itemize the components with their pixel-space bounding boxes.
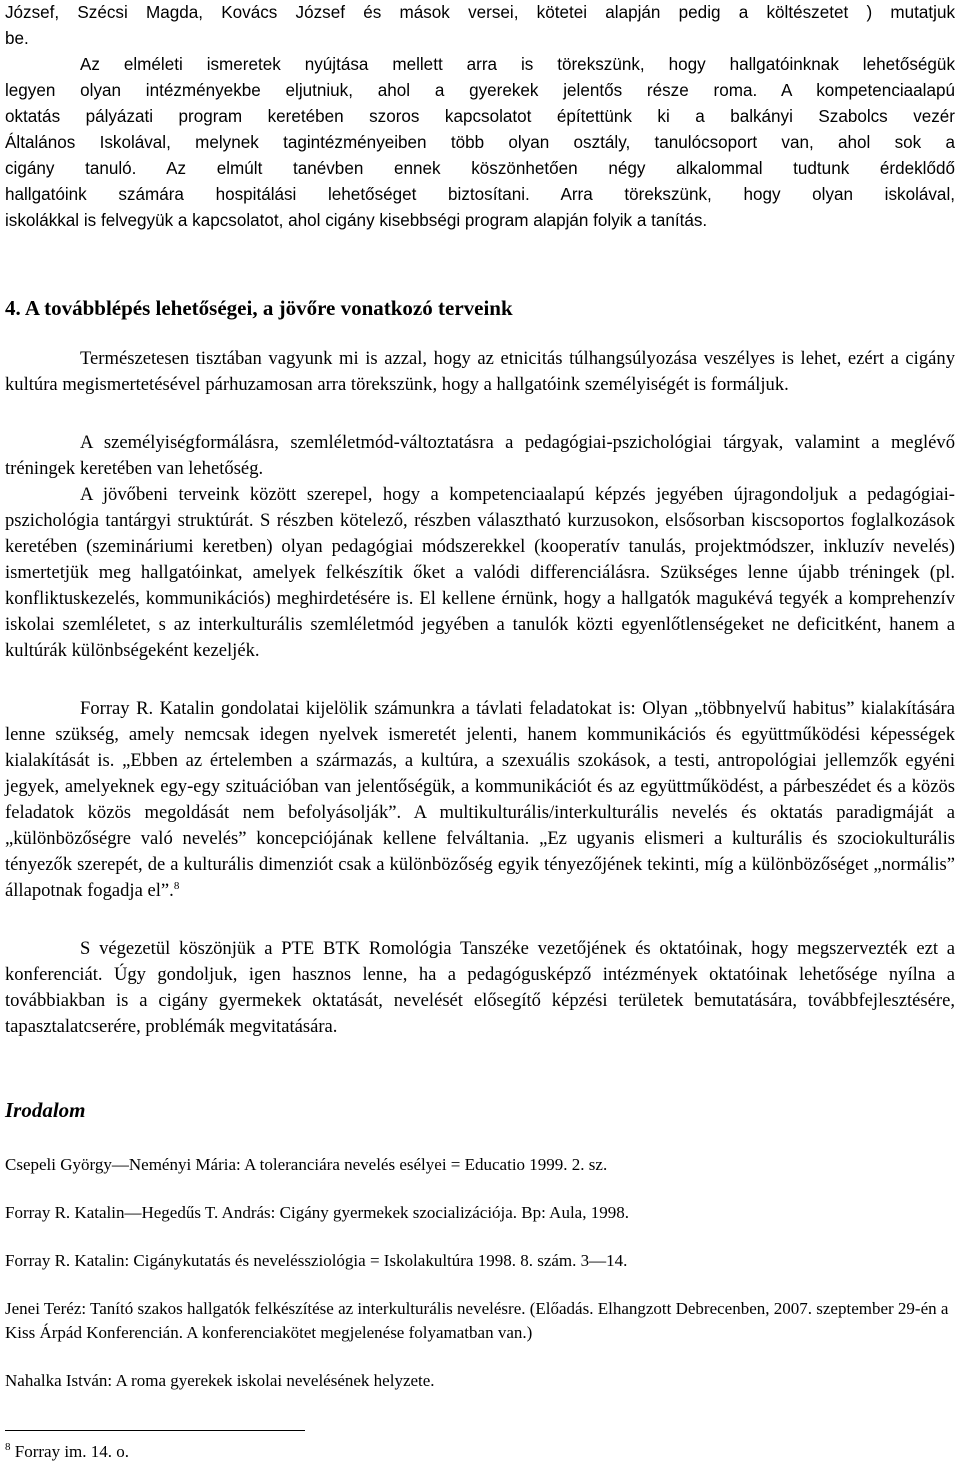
footnote-reference: 8	[173, 880, 180, 892]
intro-line: hallgatóink számára hospitálási lehetőséget biztosítani. Arra törekszünk, hogy olyan iskolával,	[5, 185, 955, 204]
footnote-text: Forray im. 14. o.	[14, 1442, 130, 1461]
bibliography-entry: Forray R. Katalin—Hegedűs T. András: Cigány gyermekek szocializációja. Bp: Aula, 1998.	[5, 1203, 629, 1222]
section-heading: 4. A továbblépés lehetőségei, a jövőre vonatkozó terveink	[5, 296, 513, 320]
intro-line: cigány tanuló. Az elmúlt tanévben ennek köszönhetően négy alkalommal tudtunk érdeklődő	[5, 159, 955, 178]
intro-line: Általános Iskolával, melynek tagintézményeiben több olyan osztály, tanulócsoport van, ahol sok a	[5, 133, 955, 152]
intro-line: oktatás pályázati program keretében szoros kapcsolatot építettünk ki a balkányi Szabolcs vezér	[5, 107, 955, 126]
intro-line: Az elméleti ismeretek nyújtása mellett arra is törekszünk, hogy hallgatóinknak lehetőségük	[80, 55, 955, 74]
intro-line: legyen olyan intézményekbe eljutniuk, ahol a gyerekek jelentős része roma. A kompetenciaalapú	[5, 81, 955, 100]
paragraph-3: A jövőbeni terveink között szerepel, hogy a kompetenciaalapú képzés jegyében újragondoljuk a pedagógiai-pszichológia tantárgyi struktúrát. S részben kötelező, részben választható kurzusokon, elsősorban kiscsoportos foglalkozások keretében (szemináriumi keretben) olyan pedagógiai módszerekkel (kooperatív tanulás, projektmódszer, inkluzív nevelés) ismertetjük meg hallgatóinkat, amelyek felkészítik őket a valódi differenciálásra. Szükséges lenne újabb tréningek (pl. konfliktuskezelés, kommunikációs) meghirdetésére is. El kellene érnünk, hogy a hallgatók magukévá tegyék a komprehenzív iskolai szemléletet, s az interkulturális szemléletmód jegyében a tanulók közti egyenlőtlenségeket ne deficitként, hanem a kultúrák különbségeként kezeljék.	[5, 484, 955, 661]
intro-paragraph	[5, 0, 955, 234]
footnote-separator	[5, 1430, 305, 1431]
paragraph-1: Természetesen tisztában vagyunk mi is azzal, hogy az etnicitás túlhangsúlyozása veszélyes is lehet, ezért a cigány kultúra megismertetésével párhuzamosan arra törekszünk, hogy a hallgatóink személyiségét is formáljuk.	[5, 348, 955, 395]
paragraph-5: S végezetül köszönjük a PTE BTK Romológia Tanszéke vezetőjének és oktatóinak, hogy megszervezték ezt a konferenciát. Úgy gondoljuk, igen hasznos lenne, ha a pedagógusképző intézmények oktatóinak lehetősége nyílna a továbbiakban is a cigány gyermekek oktatását, nevelését elősegítő képzési területek bemutatására, továbbfejlesztésére, tapasztalatcserére, problémák megvitatására.	[5, 938, 955, 1037]
intro-line: József, Szécsi Magda, Kovács József és mások versei, kötetei alapján pedig a költészetet ) mutatjuk	[5, 3, 955, 22]
paragraph-4	[5, 696, 955, 904]
bibliography-heading: Irodalom	[5, 1098, 86, 1122]
intro-line: iskolákkal is felvegyük a kapcsolatot, ahol cigány kisebbségi program alapján folyik a tanítás.	[5, 211, 708, 230]
footnote-number: 8	[5, 1441, 11, 1453]
bibliography-entry: Forray R. Katalin: Cigánykutatás és neveléssziológia = Iskolakultúra 1998. 8. szám. 3—14.	[5, 1251, 628, 1270]
paragraph-2: A személyiségformálásra, szemléletmód-változtatásra a pedagógiai-pszichológiai tárgyak, valamint a meglévő tréningek keretében van lehetőség.	[5, 432, 955, 479]
paragraph-4-text: Forray R. Katalin gondolatai kijelölik számunkra a távlati feladatokat is: Olyan „többnyelvű habitus” kialakítására lenne szükség, amely nemcsak idegen nyelvek ismeretét jelenti, hanem kommunikációs és együttműködési képességek kialakítását is. „Ebben az értelemben a származás, a kultúra, a szexuális szokások, a testi, antropológiai jellemzők egyéni jegyek, amelyeknek egy-egy szituációban van jelentőségük, a kommunikációt és az együttműködést, a párbeszédet és a közös feladatok közös megoldását nem befolyásolják”. A multikulturális/interkulturális nevelés és oktatás paradigmáját a „különbözőségre való nevelés” koncepciójának kellene felváltania. „Ez ugyanis elismeri a kulturális és szociokulturális tényezők szerepét, de a kulturális dimenziót csak a különbözőség egyik tényezőjének tekinti, míg a különbözőséget „normális” állapotnak fogadja el”.	[5, 698, 955, 901]
footnote	[5, 1441, 129, 1463]
bibliography-entry: Nahalka István: A roma gyerekek iskolai nevelésének helyzete.	[5, 1371, 435, 1390]
bibliography-entry: Jenei Teréz: Tanító szakos hallgatók felkészítése az interkulturális nevelésre. (Előadás. Elhangzott Debrecenben, 2007. szeptember 29-én a Kiss Árpád Konferencián. A konferenciakötet megjelenése folyamatban van.)	[5, 1299, 949, 1342]
bibliography-entry: Csepeli György—Neményi Mária: A toleranciára nevelés esélyei = Educatio 1999. 2. sz.	[5, 1155, 608, 1174]
intro-line: be.	[5, 29, 29, 48]
